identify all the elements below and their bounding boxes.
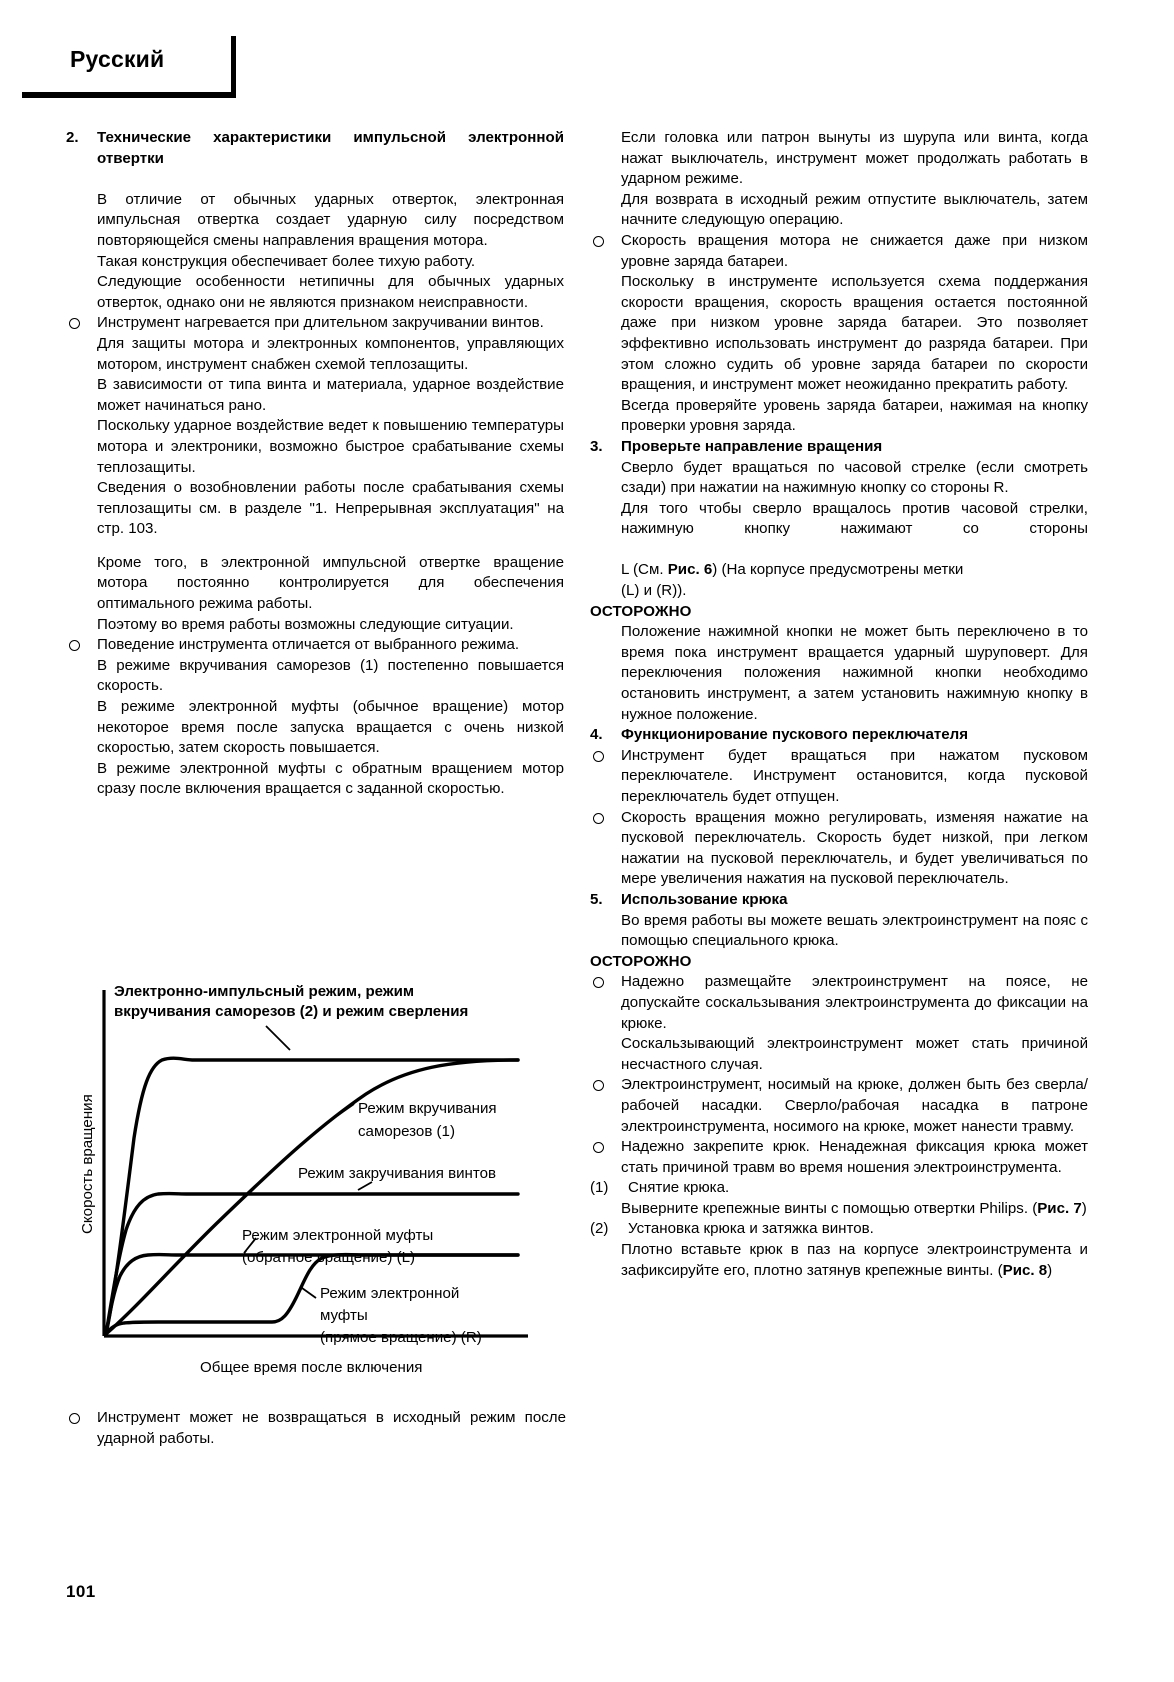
chart-leader-screw-tightening <box>358 1182 372 1190</box>
page-number: 101 <box>66 1582 96 1601</box>
section-4-title: Функционирование пускового переключателя <box>621 726 969 744</box>
left-after-bullet-1-p2: В зависимости от типа винта и материала, ударное воздействие может начинаться рано. <box>97 376 564 414</box>
left-after-bullet-1-p4: Сведения о возобновлении работы после срабатывания схемы теплозащиты см. в разделе "1. Непрерывная эксплуатация" на стр. 103. <box>97 479 564 538</box>
circle-bullet-icon <box>69 640 80 651</box>
left-after-bullet-1-p1: Для защиты мотора и электронных компонентов, управляющих мотором, инструмент снабжен схемой теплозащиты. <box>97 334 564 373</box>
left-bullet-2-text: Поведение инструмента отличается от выбранного режима. <box>97 636 520 654</box>
section-4-bullet-2 <box>590 808 1088 890</box>
list-item-1-text-pre: Выверните крепежные винты с помощью отвертки Philips. ( <box>621 1199 1038 1217</box>
circle-bullet-icon <box>593 236 604 247</box>
section-2-paragraph-3: Следующие особенности нетипичны для обычных ударных отверток, однако они не являются признаком неисправности. <box>97 273 564 311</box>
section-2-title: Технические характеристики импульсной электронной отвертки <box>97 129 564 167</box>
caution-2-bullet-3 <box>590 1137 1088 1178</box>
figure-ref-pre: L (См. <box>621 561 668 579</box>
list-item-1-text <box>590 1199 1088 1220</box>
figure-ref-post: ) (На корпусе предусмотрены метки <box>712 561 964 579</box>
circle-bullet-icon <box>593 1142 604 1153</box>
section-5-heading <box>590 890 1088 911</box>
list-item-2 <box>590 1219 1088 1240</box>
chart-leader-top <box>266 1026 290 1050</box>
caution-1-text: Положение нажимной кнопки не может быть переключено в то время пока инструмент вращается ударный шуруповерт. Для переключения положения нажимной кнопки необходимо остановить инструмент, а затем установить нажимную кнопку в нужное положение. <box>621 623 1088 723</box>
list-item-1-number: (1) <box>590 1179 609 1197</box>
left-after-bullet-1-p3: Поскольку ударное воздействие ведет к повышению температуры мотора и электроники, возможно быстрое срабатывание схемы теплозащиты. <box>97 417 564 476</box>
right-bullet-1-text: Скорость вращения мотора не снижается даже при низком уровне заряда батареи. <box>621 231 1088 270</box>
caution-2-bullet-1 <box>590 972 1088 1034</box>
right-after-bullet-1-p2: Всегда проверяйте уровень заряда батареи, нажимая на кнопку проверки уровня заряда. <box>621 396 1088 435</box>
language-label: Русский <box>70 46 165 72</box>
chart-annotation-top-line2: вкручивания саморезов (2) и режим сверления <box>114 1003 469 1020</box>
circle-bullet-icon <box>593 977 604 988</box>
section-4-number: 4. <box>590 726 603 744</box>
section-2-heading <box>66 128 564 190</box>
list-item-1-title: Снятие крюка. <box>628 1179 730 1197</box>
caution-2-bullet-1-text: Надежно размещайте электроинструмент на поясе, не допускайте соскальзывания электроинструмента до фиксации на крюке. <box>621 973 1088 1032</box>
left-after-bullet-2-p1: В режиме вкручивания саморезов (1) постепенно повышается скорость. <box>97 656 564 695</box>
speed-vs-time-chart <box>66 968 566 1398</box>
bottom-bullet <box>66 1408 566 1449</box>
right-paragraph-2: Для возврата в исходный режим отпустите выключатель, затем начните следующую операцию. <box>621 190 1088 229</box>
section-2-paragraph-4: Кроме того, в электронной импульсной отвертке вращение мотора постоянно контролируется для обеспечения оптимального режима работы. <box>97 553 564 613</box>
chart-annotation-clutch-reverse-a: Режим электронной муфты <box>242 1227 434 1244</box>
left-after-bullet-2-p3: В режиме электронной муфты с обратным вращением мотор сразу после включения вращается с заданной скоростью. <box>97 759 564 798</box>
list-item-1-text-post: ) <box>1081 1199 1087 1217</box>
right-after-bullet-1-p1: Поскольку в инструменте используется схема поддержания скорости вращения, скорость вращения остается постоянной даже при низком уровне заряда батареи. Это позволяет эффективно использовать инструмент до разряда батареи. При этом сложно судить об уровне заряда батареи по скорости вращения, и инструмент может неожиданно прекратить работу. <box>621 273 1088 394</box>
chart-leader-self-tapping-1 <box>334 1104 354 1118</box>
section-5-number: 5. <box>590 890 603 908</box>
list-item-1 <box>590 1178 1088 1199</box>
chart-leader-clutch-forward <box>302 1288 316 1298</box>
left-bullet-2 <box>66 635 564 656</box>
circle-bullet-icon <box>69 1413 80 1424</box>
right-column <box>590 128 1088 1281</box>
section-4-bullet-2-text: Скорость вращения можно регулировать, изменяя нажатие на пусковой переключатель. Скорость будет низкой, при легком нажатии на пусковой переключатель, и будет увеличиваться по мере увеличения нажатия на пусковой переключатель. <box>621 808 1088 888</box>
right-paragraph-1: Если головка или патрон вынуты из шурупа или винта, когда нажат выключатель, инструмент может продолжать работать в ударном режиме. <box>621 129 1088 188</box>
section-3-title: Проверьте направление вращения <box>621 437 883 455</box>
caution-2-sub-paragraph: Соскальзывающий электроинструмент может стать причиной несчастного случая. <box>621 1035 1088 1073</box>
left-after-bullet-2-p2: В режиме электронной муфты (обычное вращение) мотор некоторое время после запуска вращается с очень низкой скоростью, затем скорость повышается. <box>97 698 564 757</box>
list-item-2-title: Установка крюка и затяжка винтов. <box>628 1220 874 1238</box>
caution-heading-2: ОСТОРОЖНО <box>590 952 692 970</box>
section-3-marks-line: (L) и (R)). <box>621 582 687 600</box>
list-item-2-text-pre: Плотно вставьте крюк в паз на корпусе электроинструмента и зафиксируйте его, плотно затянув крепежные винты. ( <box>621 1241 1088 1279</box>
list-item-2-text <box>590 1240 1088 1281</box>
section-4-bullet-1 <box>590 746 1088 808</box>
bottom-note <box>66 1408 566 1449</box>
caution-2-bullet-2 <box>590 1075 1088 1137</box>
circle-bullet-icon <box>593 1080 604 1091</box>
section-2-paragraph-2: Такая конструкция обеспечивает более тихую работу. <box>97 252 476 270</box>
chart-annotation-clutch-forward-c: (прямое вращение) (R) <box>320 1329 482 1346</box>
chart-annotation-self-tapping-1a: Режим вкручивания <box>358 1100 497 1117</box>
left-column <box>66 128 564 800</box>
section-3-paragraph-1: Сверло будет вращаться по часовой стрелке (если смотреть сзади) при нажатии на нажимную кнопку со стороны R. <box>621 458 1088 497</box>
circle-bullet-icon <box>69 318 80 329</box>
circle-bullet-icon <box>593 751 604 762</box>
left-bullet-1-text: Инструмент нагревается при длительном закручивании винтов. <box>97 314 544 332</box>
right-bullet-1 <box>590 231 1088 272</box>
section-2-paragraph-5: Поэтому во время работы возможны следующие ситуации. <box>97 615 514 633</box>
circle-bullet-icon <box>593 813 604 824</box>
list-item-2-number: (2) <box>590 1220 609 1238</box>
chart-annotation-clutch-reverse-b: (обратное вращение) (L) <box>242 1249 416 1266</box>
bottom-bullet-text: Инструмент может не возвращаться в исходный режим после ударной работы. <box>97 1409 566 1447</box>
section-5-title: Использование крюка <box>621 890 788 908</box>
list-item-2-figure-ref: Рис. 8 <box>1002 1261 1048 1279</box>
section-4-bullet-1-text: Инструмент будет вращаться при нажатом пусковом переключателе. Инструмент остановится, когда пусковой переключатель будет отпущен. <box>621 746 1088 805</box>
section-2-paragraph-1: В отличие от обычных ударных отверток, электронная импульсная отвертка создает ударную силу посредством повторяющейся смены направления вращения мотора. <box>97 190 564 249</box>
left-bullet-1 <box>66 313 564 334</box>
chart-x-axis-label: Общее время после включения <box>200 1359 423 1376</box>
chart-annotation-clutch-forward-a: Режим электронной <box>320 1285 460 1302</box>
chart-annotation-top-line1: Электронно-импульсный режим, режим <box>114 983 415 1000</box>
section-3-paragraph-2: Для того чтобы сверло вращалось против часовой стрелки, нажимную кнопку нажимают со стороны <box>621 499 1088 538</box>
chart-annotation-screw-tightening: Режим закручивания винтов <box>298 1165 497 1182</box>
page-header <box>22 36 236 98</box>
section-5-paragraph: Во время работы вы можете вешать электроинструмент на пояс с помощью специального крюка. <box>621 911 1088 950</box>
chart-annotation-clutch-forward-b: муфты <box>320 1307 368 1324</box>
list-item-2-text-post: ) <box>1047 1261 1053 1279</box>
chart-annotation-self-tapping-1b: саморезов (1) <box>358 1123 455 1140</box>
section-3-number: 3. <box>590 437 603 455</box>
caution-2-bullet-3-text: Надежно закрепите крюк. Ненадежная фиксация крюка может стать причиной травм во время ношения электроинструмента. <box>621 1138 1088 1176</box>
section-3-heading <box>590 437 1088 458</box>
paragraph-spacer <box>66 540 564 553</box>
section-3-figure-ref-line <box>590 560 1088 581</box>
figure-ref-label: Рис. 6 <box>667 561 713 579</box>
section-4-heading <box>590 725 1088 746</box>
list-item-1-figure-ref: Рис. 7 <box>1037 1199 1082 1217</box>
chart-y-axis-label: Скорость вращения <box>79 1094 96 1234</box>
caution-heading-1: ОСТОРОЖНО <box>590 602 692 620</box>
section-2-number: 2. <box>66 129 79 146</box>
caution-2-bullet-2-text: Электроинструмент, носимый на крюке, должен быть без сверла/рабочей насадки. Сверло/рабочая насадка в патроне электроинструмента, носимого на крюке, может нанести травму. <box>621 1076 1088 1135</box>
